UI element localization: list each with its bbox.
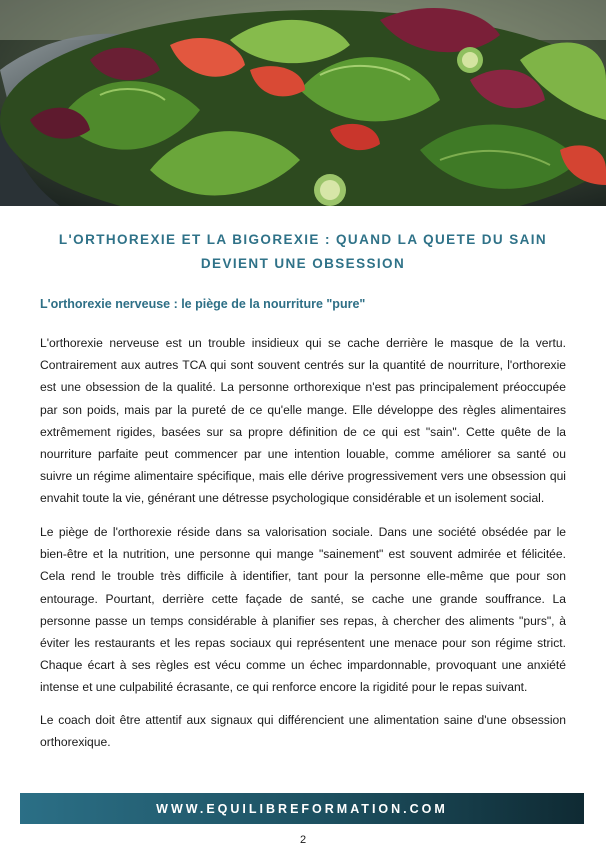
paragraph-1: L'orthorexie nerveuse est un trouble insidieux qui se cache derrière le masque de la vertu. Contrairement aux autres TCA qui sont souvent centrés sur la quantité de nourriture, l'orthorexie est une obsession de la qualité. La personne orthorexique n'est pas principalement préoccupée par son poids, mais par la pureté de ce qu'elle mange. Elle développe des règles alimentaires extrêmement rigides, basées sur sa propre définition de ce qui est "sain". Cette quête de la nourriture parfaite peut commencer par une intention louable, comme améliorer sa santé ou suivre un régime alimentaire spécifique, mais elle dérive progressivement vers une obsession qui envahit toute la vie, générant une détresse psychologique considérable et un isolement social. (40, 336, 566, 506)
website-link[interactable]: WWW.EQUILIBREFORMATION.COM (156, 801, 448, 816)
paragraph-2: Le piège de l'orthorexie réside dans sa valorisation sociale. Dans une société obsédée par le bien-être et la nutrition, une personne qui mange "sainement" est souvent admirée et félicitée. Cela rend le trouble très difficile à identifier, tant pour la personne elle-même que pour son entourage. Pourtant, derrière cette façade de santé, se cache une grande souffrance. La personne passe un temps considérable à planifier ses repas, à chercher des aliments "purs", à éviter les restaurants et les repas sociaux qui représentent une menace pour son régime strict. Chaque écart à ses règles est vécu comme un échec impardonnable, provoquant une anxiété intense et une culpabilité écrasante, ce qui renforce encore la rigidité pour le repas suivant. (40, 525, 566, 695)
page-title: L'ORTHOREXIE ET LA BIGOREXIE : QUAND LA QUETE DU SAIN DEVIENT UNE OBSESSION (58, 232, 548, 271)
page-number: 2 (299, 834, 307, 846)
footer-banner (20, 793, 584, 824)
salad-photo-icon (0, 0, 606, 206)
hero-salad-image (0, 0, 606, 206)
paragraph-3: Le coach doit être attentif aux signaux qui différencient une alimentation saine d'une obsession orthorexique. (40, 713, 566, 750)
section-heading: L'orthorexie nerveuse : le piège de la nourriture "pure" (40, 297, 366, 311)
